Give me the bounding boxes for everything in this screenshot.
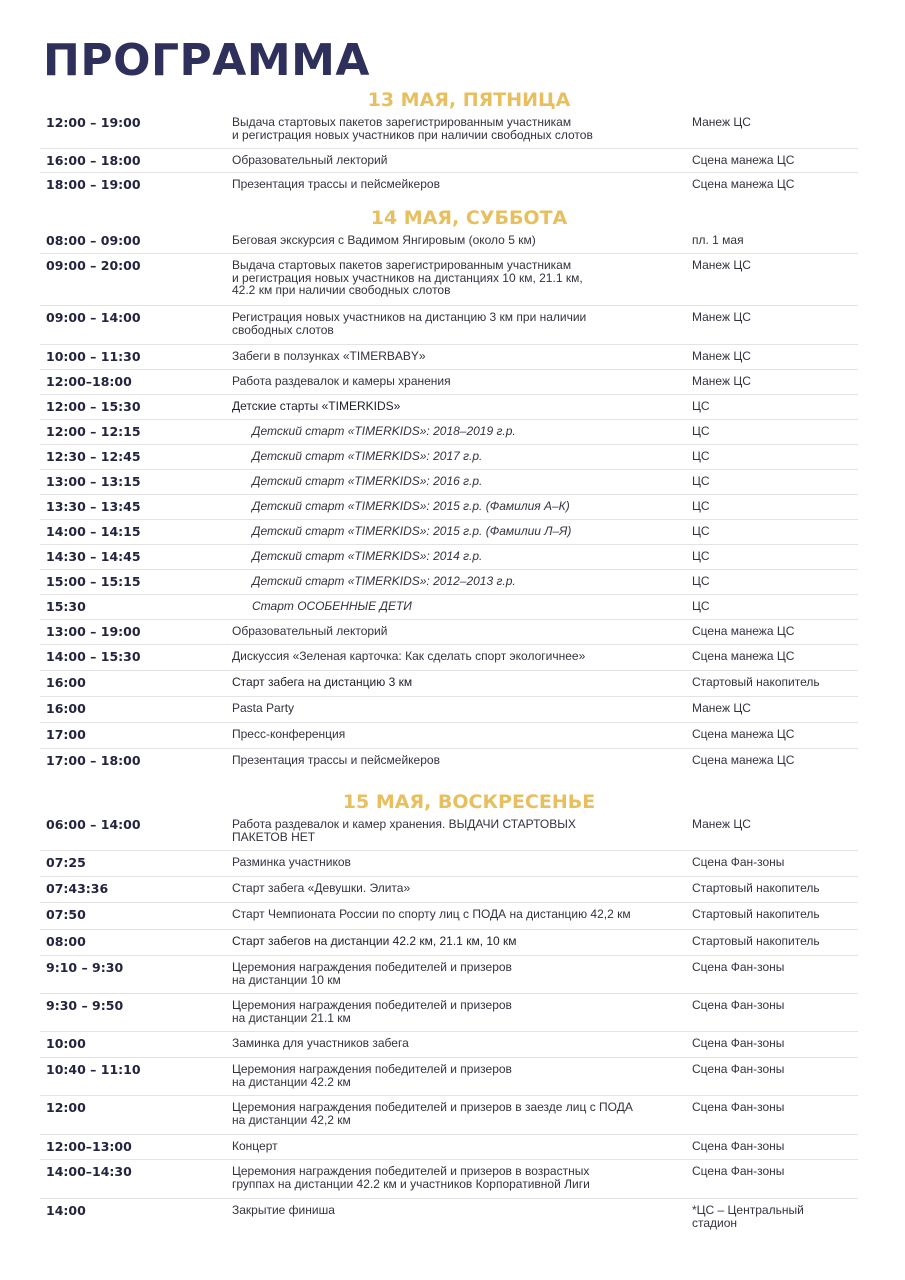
event-location: ЦС (692, 474, 710, 488)
schedule-row (40, 813, 858, 851)
schedule-row (40, 111, 858, 149)
event-location: *ЦС – Центральный стадион (692, 1203, 804, 1230)
event-time: 17:00 (46, 727, 86, 742)
event-location: ЦС (692, 574, 710, 588)
event-time: 14:00 (46, 1203, 86, 1218)
event-time: 12:00 – 19:00 (46, 115, 141, 130)
event-location: Стартовый накопитель (692, 907, 820, 921)
schedule-row (40, 1135, 858, 1160)
event-time: 14:00 – 15:30 (46, 649, 141, 664)
event-time: 15:30 (46, 599, 86, 614)
event-description: Старт забегов на дистанции 42.2 км, 21.1 км, 10 км (232, 934, 517, 948)
event-description: Образовательный лекторий (232, 624, 388, 638)
schedule-row (40, 1032, 858, 1058)
schedule-row (40, 877, 858, 903)
schedule-row (40, 520, 858, 545)
event-description: Презентация трассы и пейсмейкеров (232, 753, 440, 767)
schedule-row (40, 1058, 858, 1096)
schedule-row (40, 697, 858, 723)
event-description: Концерт (232, 1139, 278, 1153)
event-description: Работа раздевалок и камер хранения. ВЫДАЧИ СТАРТОВЫХ ПАКЕТОВ НЕТ (232, 817, 576, 844)
event-description: Регистрация новых участников на дистанцию 3 км при наличии свободных слотов (232, 310, 587, 337)
event-location: Сцена Фан-зоны (692, 1164, 785, 1178)
event-location: ЦС (692, 549, 710, 563)
schedule-row (40, 254, 858, 306)
schedule-row (40, 903, 858, 930)
event-location: ЦС (692, 499, 710, 513)
event-time: 10:00 – 11:30 (46, 349, 141, 364)
day-section-13-may (40, 89, 858, 197)
event-time: 16:00 (46, 675, 86, 690)
event-time: 08:00 – 09:00 (46, 233, 141, 248)
schedule-row (40, 956, 858, 994)
event-time: 07:43:36 (46, 881, 109, 896)
schedule-row (40, 620, 858, 645)
page-title: ПРОГРАММА (43, 35, 370, 86)
schedule-row (40, 671, 858, 697)
event-location: ЦС (692, 424, 710, 438)
event-location: Манеж ЦС (692, 258, 751, 272)
event-location: Сцена Фан-зоны (692, 1100, 785, 1114)
day-heading: 13 МАЯ, ПЯТНИЦА (367, 89, 571, 111)
event-location: Сцена Фан-зоны (692, 1036, 785, 1050)
event-location: Манеж ЦС (692, 115, 751, 129)
event-location: ЦС (692, 599, 710, 613)
event-time: 13:30 – 13:45 (46, 499, 141, 514)
event-description: Церемония награждения победителей и призеров в возрастных группах на дистанции 42.2 км и участников Корпоративной Лиги (232, 1164, 590, 1191)
schedule-row (40, 723, 858, 749)
event-description: Старт забега на дистанцию 3 км (232, 675, 413, 689)
event-time: 07:25 (46, 855, 86, 870)
event-location: Сцена манежа ЦС (692, 753, 795, 767)
event-description: Разминка участников (232, 855, 351, 869)
event-time: 18:00 – 19:00 (46, 177, 141, 192)
schedule-table (40, 229, 858, 775)
event-description: Церемония награждения победителей и призеров на дистанции 42.2 км (232, 1062, 512, 1089)
event-location: Стартовый накопитель (692, 934, 820, 948)
event-location: Сцена манежа ЦС (692, 624, 795, 638)
schedule-row (40, 595, 858, 620)
schedule-row (40, 545, 858, 570)
event-location: Сцена манежа ЦС (692, 649, 795, 663)
event-time: 14:00 – 14:15 (46, 524, 141, 539)
event-description: Детский старт «TIMERKIDS»: 2016 г.р. (252, 474, 483, 488)
event-time: 12:30 – 12:45 (46, 449, 141, 464)
event-description: Pasta Party (232, 701, 295, 715)
event-time: 9:10 – 9:30 (46, 960, 124, 975)
event-description: Детские старты «TIMERKIDS» (232, 399, 401, 413)
event-description: Дискуссия «Зеленая карточка: Как сделать спорт экологичнее» (232, 649, 586, 663)
event-description: Детский старт «TIMERKIDS»: 2015 г.р. (Фамилии Л–Я) (252, 524, 572, 538)
schedule-row (40, 495, 858, 520)
event-description: Старт Чемпионата России по спорту лиц с ПОДА на дистанцию 42,2 км (232, 907, 631, 921)
schedule-row (40, 229, 858, 254)
event-location: Стартовый накопитель (692, 881, 820, 895)
event-location: Сцена Фан-зоны (692, 855, 785, 869)
event-time: 12:00 – 12:15 (46, 424, 141, 439)
event-location: Манеж ЦС (692, 310, 751, 324)
event-time: 06:00 – 14:00 (46, 817, 141, 832)
event-time: 10:40 – 11:10 (46, 1062, 141, 1077)
schedule-row (40, 1096, 858, 1135)
event-time: 12:00–18:00 (46, 374, 132, 389)
schedule-row (40, 370, 858, 395)
event-description: Презентация трассы и пейсмейкеров (232, 177, 440, 191)
event-time: 14:00–14:30 (46, 1164, 132, 1179)
schedule-row (40, 930, 858, 956)
event-location: пл. 1 мая (692, 233, 744, 247)
event-location: Сцена манежа ЦС (692, 177, 795, 191)
day-heading: 14 МАЯ, СУББОТА (370, 207, 568, 229)
event-location: ЦС (692, 399, 710, 413)
event-description: Детский старт «TIMERKIDS»: 2015 г.р. (Фамилия А–К) (252, 499, 570, 513)
event-time: 15:00 – 15:15 (46, 574, 141, 589)
event-time: 14:30 – 14:45 (46, 549, 141, 564)
schedule-row (40, 345, 858, 370)
event-description: Церемония награждения победителей и призеров на дистанции 21.1 км (232, 998, 512, 1025)
event-location: Стартовый накопитель (692, 675, 820, 689)
event-description: Заминка для участников забега (232, 1036, 409, 1050)
schedule-row (40, 306, 858, 345)
event-description: Старт забега «Девушки. Элита» (232, 881, 411, 895)
event-description: Детский старт «TIMERKIDS»: 2018–2019 г.р. (252, 424, 516, 438)
schedule-row (40, 749, 858, 775)
schedule-row (40, 645, 858, 671)
event-time: 09:00 – 14:00 (46, 310, 141, 325)
event-location: ЦС (692, 449, 710, 463)
event-time: 13:00 – 19:00 (46, 624, 141, 639)
schedule-row (40, 470, 858, 495)
day-section-15-may (40, 791, 858, 1239)
event-description: Церемония награждения победителей и призеров в заезде лиц с ПОДА на дистанции 42,2 км (232, 1100, 633, 1127)
event-location: Манеж ЦС (692, 817, 751, 831)
schedule-row (40, 851, 858, 877)
schedule-row (40, 420, 858, 445)
event-description: Закрытие финиша (232, 1203, 335, 1217)
event-time: 16:00 (46, 701, 86, 716)
event-location: Сцена Фан-зоны (692, 960, 785, 974)
event-location: Манеж ЦС (692, 349, 751, 363)
event-time: 12:00 (46, 1100, 86, 1115)
event-description: Выдача стартовых пакетов зарегистрированным участникам и регистрация новых участников на дистанциях 10 км, 21.1 км, 42.2 км при наличии свободных слотов (232, 258, 583, 297)
event-description: Детский старт «TIMERKIDS»: 2014 г.р. (252, 549, 483, 563)
event-location: Манеж ЦС (692, 374, 751, 388)
schedule-row (40, 173, 858, 197)
event-time: 09:00 – 20:00 (46, 258, 141, 273)
event-description: Детский старт «TIMERKIDS»: 2017 г.р. (252, 449, 483, 463)
schedule-row (40, 445, 858, 470)
event-time: 12:00 – 15:30 (46, 399, 141, 414)
event-description: Образовательный лекторий (232, 153, 388, 167)
event-description: Церемония награждения победителей и призеров на дистанции 10 км (232, 960, 512, 987)
schedule-row (40, 1199, 858, 1239)
event-description: Старт ОСОБЕННЫЕ ДЕТИ (252, 599, 412, 613)
event-location: Сцена манежа ЦС (692, 153, 795, 167)
event-description: Работа раздевалок и камеры хранения (232, 374, 451, 388)
schedule-row (40, 395, 858, 420)
event-location: Сцена манежа ЦС (692, 727, 795, 741)
schedule-row (40, 570, 858, 595)
event-time: 13:00 – 13:15 (46, 474, 141, 489)
event-description: Забеги в ползунках «TIMERBABY» (232, 349, 426, 363)
event-time: 9:30 – 9:50 (46, 998, 124, 1013)
schedule-table (40, 813, 858, 1239)
event-location: Сцена Фан-зоны (692, 1139, 785, 1153)
day-section-14-may (40, 207, 858, 775)
schedule-row (40, 994, 858, 1032)
schedule-row (40, 1160, 858, 1199)
day-heading: 15 МАЯ, ВОСКРЕСЕНЬЕ (342, 791, 596, 813)
event-location: Сцена Фан-зоны (692, 998, 785, 1012)
event-location: Манеж ЦС (692, 701, 751, 715)
event-time: 16:00 – 18:00 (46, 153, 141, 168)
schedule-table (40, 111, 858, 197)
event-location: Сцена Фан-зоны (692, 1062, 785, 1076)
event-time: 10:00 (46, 1036, 86, 1051)
event-description: Беговая экскурсия с Вадимом Янгировым (около 5 км) (232, 233, 536, 247)
event-time: 17:00 – 18:00 (46, 753, 141, 768)
event-time: 08:00 (46, 934, 86, 949)
event-description: Детский старт «TIMERKIDS»: 2012–2013 г.р. (252, 574, 516, 588)
event-description: Пресс-конференция (232, 727, 346, 741)
event-time: 07:50 (46, 907, 86, 922)
event-time: 12:00–13:00 (46, 1139, 132, 1154)
event-description: Выдача стартовых пакетов зарегистрированным участникам и регистрация новых участников при наличии свободных слотов (232, 115, 593, 142)
schedule-row (40, 149, 858, 173)
event-location: ЦС (692, 524, 710, 538)
